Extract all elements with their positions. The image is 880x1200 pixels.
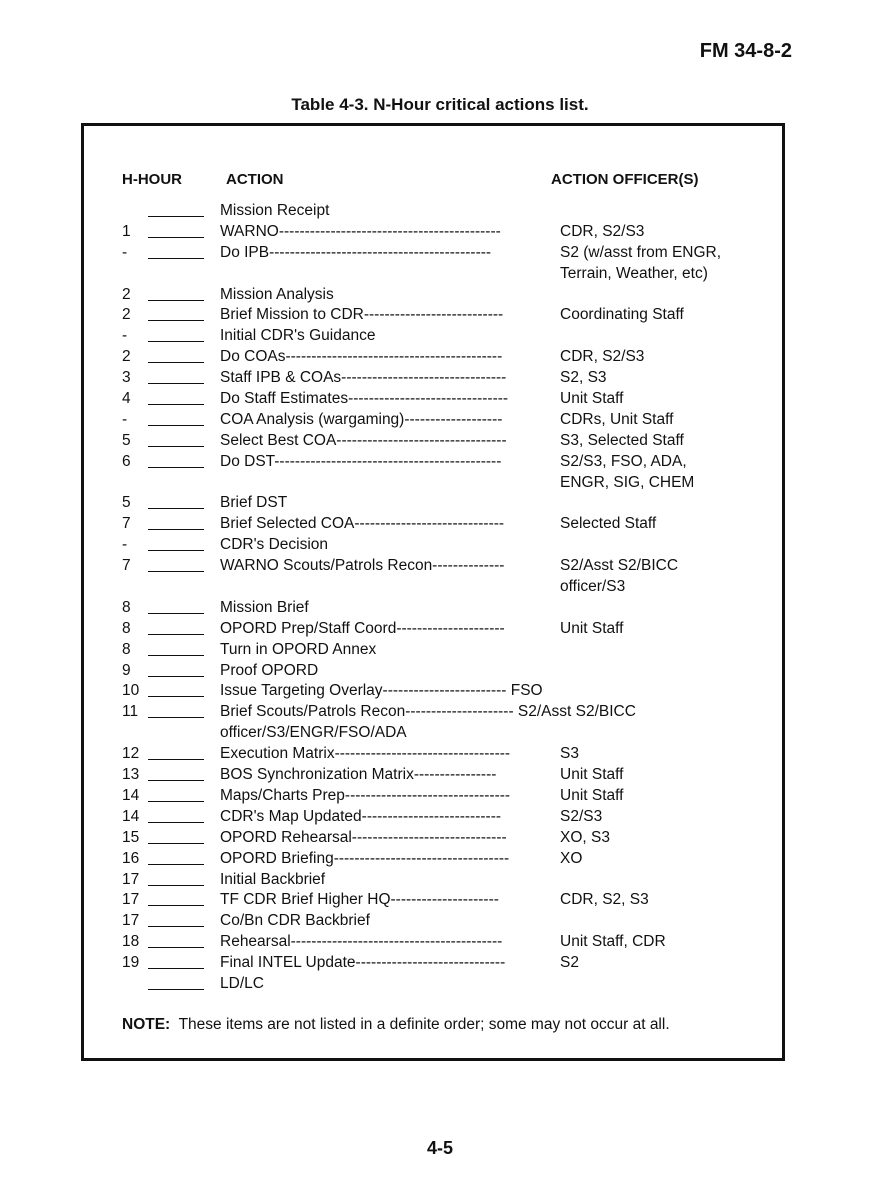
blank-line: [148, 493, 204, 509]
table-row: [0, 786, 880, 807]
action-officer-text: CDRs, Unit Staff: [560, 410, 674, 428]
action-text: Final INTEL Update-----------------------------: [220, 954, 506, 972]
action-text: Brief Mission to CDR---------------------------: [220, 306, 504, 324]
blank-line: [148, 535, 204, 551]
action-officer-text: XO: [560, 849, 583, 867]
action-text: TF CDR Brief Higher HQ---------------------: [220, 891, 499, 909]
action-officer-text: S2/Asst S2/BICC: [560, 557, 679, 575]
action-text: Issue Targeting Overlay------------------------ FSO: [220, 682, 543, 700]
blank-line: [148, 201, 204, 217]
hhour-value: -: [122, 327, 128, 345]
action-text: officer/S3/ENGR/FSO/ADA: [220, 724, 407, 742]
table-row: [0, 870, 880, 891]
action-text: CDR's Decision: [220, 536, 329, 554]
hhour-value: -: [122, 243, 128, 261]
action-text: OPORD Prep/Staff Coord---------------------: [220, 619, 505, 637]
action-officer-text: S2/S3: [560, 807, 603, 825]
blank-line: [148, 305, 204, 321]
blank-line: [148, 410, 204, 426]
table-row: [0, 702, 880, 723]
table-row: [0, 347, 880, 368]
action-text: Mission Analysis: [220, 285, 334, 303]
hhour-value: 4: [122, 390, 131, 408]
action-officer-text: Selected Staff: [560, 515, 657, 533]
table-row: [0, 890, 880, 911]
hhour-value: 8: [122, 619, 131, 637]
blank-line: [148, 368, 204, 384]
hhour-value: 14: [122, 786, 140, 804]
action-text: Do IPB-------------------------------------------: [220, 243, 492, 261]
blank-line: [148, 702, 204, 718]
blank-line: [148, 870, 204, 886]
action-officer-text: S2, S3: [560, 369, 607, 387]
blank-line: [148, 932, 204, 948]
action-officer-text: S3, Selected Staff: [560, 431, 684, 449]
action-text: OPORD Rehearsal------------------------------: [220, 828, 507, 846]
table-row: [0, 849, 880, 870]
blank-line: [148, 243, 204, 259]
blank-line: [148, 807, 204, 823]
hhour-value: 7: [122, 557, 131, 575]
action-officer-text: Unit Staff: [560, 786, 624, 804]
blank-line: [148, 765, 204, 781]
hhour-value: 15: [122, 828, 140, 846]
action-officer-text: Unit Staff: [560, 619, 624, 637]
blank-line: [148, 452, 204, 468]
table-row: [0, 201, 880, 222]
blank-line: [148, 347, 204, 363]
action-text: Co/Bn CDR Backbrief: [220, 912, 370, 930]
actions-list: [0, 201, 880, 995]
action-officer-text: Unit Staff: [560, 766, 624, 784]
table-note: [122, 1016, 670, 1034]
action-officer-text: S2/S3, FSO, ADA,: [560, 452, 687, 470]
table-row: [0, 932, 880, 953]
blank-line: [148, 974, 204, 990]
header-hhour: H-HOUR: [122, 171, 182, 188]
action-officer-text: S2: [560, 954, 579, 972]
hhour-value: 2: [122, 348, 131, 366]
table-row: [0, 911, 880, 932]
hhour-value: 17: [122, 912, 140, 930]
header-action-officer: ACTION OFFICER(S): [551, 171, 699, 188]
action-text: OPORD Briefing----------------------------------: [220, 849, 510, 867]
blank-line: [148, 828, 204, 844]
table-row: [0, 681, 880, 702]
action-text: Turn in OPORD Annex: [220, 640, 377, 658]
document-id: FM 34-8-2: [699, 40, 792, 62]
hhour-value: 13: [122, 766, 140, 784]
action-text: BOS Synchronization Matrix----------------: [220, 766, 497, 784]
action-text: Select Best COA---------------------------------: [220, 431, 507, 449]
hhour-value: -: [122, 536, 128, 554]
table-row: [0, 493, 880, 514]
action-text: Proof OPORD: [220, 661, 319, 679]
hhour-value: 2: [122, 306, 131, 324]
hhour-value: 5: [122, 431, 131, 449]
blank-line: [148, 744, 204, 760]
note-label: NOTE:: [122, 1016, 171, 1033]
table-row: [0, 661, 880, 682]
action-text: Brief Scouts/Patrols Recon--------------------- S2/Asst S2/BICC: [220, 703, 636, 721]
action-text: Initial CDR's Guidance: [220, 327, 376, 345]
blank-line: [148, 661, 204, 677]
table-row: [0, 264, 880, 285]
action-text: Brief DST: [220, 494, 288, 512]
action-text: COA Analysis (wargaming)-------------------: [220, 410, 503, 428]
action-officer-text: S2 (w/asst from ENGR,: [560, 243, 722, 261]
action-text: CDR's Map Updated---------------------------: [220, 807, 502, 825]
page-number: 4-5: [426, 1138, 453, 1158]
table-row: [0, 535, 880, 556]
hhour-value: 14: [122, 807, 140, 825]
table-row: [0, 556, 880, 577]
blank-line: [148, 431, 204, 447]
action-officer-text: XO, S3: [560, 828, 610, 846]
table-row: [0, 305, 880, 326]
hhour-value: 6: [122, 452, 131, 470]
action-text: LD/LC: [220, 974, 264, 992]
table-row: [0, 285, 880, 306]
action-text: WARNO-------------------------------------------: [220, 222, 501, 240]
blank-line: [148, 911, 204, 927]
blank-line: [148, 326, 204, 342]
table-row: [0, 368, 880, 389]
hhour-value: 11: [122, 703, 139, 721]
hhour-value: 5: [122, 494, 131, 512]
action-text: WARNO Scouts/Patrols Recon--------------: [220, 557, 505, 575]
action-officer-text: Unit Staff, CDR: [560, 933, 666, 951]
action-officer-text: Unit Staff: [560, 390, 624, 408]
hhour-value: 8: [122, 598, 131, 616]
action-text: Brief Selected COA-----------------------------: [220, 515, 505, 533]
hhour-value: 9: [122, 661, 131, 679]
action-text: Rehearsal-----------------------------------------: [220, 933, 503, 951]
hhour-value: 17: [122, 870, 140, 888]
table-row: [0, 953, 880, 974]
blank-line: [148, 890, 204, 906]
hhour-value: 19: [122, 954, 140, 972]
action-text: Staff IPB & COAs--------------------------------: [220, 369, 507, 387]
hhour-value: 12: [122, 745, 140, 763]
action-officer-text: officer/S3: [560, 578, 626, 596]
blank-line: [148, 849, 204, 865]
table-row: [0, 389, 880, 410]
action-text: Maps/Charts Prep--------------------------------: [220, 786, 511, 804]
hhour-value: 16: [122, 849, 140, 867]
blank-line: [148, 640, 204, 656]
blank-line: [148, 556, 204, 572]
action-text: Do COAs------------------------------------------: [220, 348, 503, 366]
blank-line: [148, 389, 204, 405]
table-row: [0, 765, 880, 786]
table-row: [0, 723, 880, 744]
table-row: [0, 326, 880, 347]
blank-line: [148, 953, 204, 969]
action-officer-text: Coordinating Staff: [560, 306, 684, 324]
table-row: [0, 452, 880, 473]
action-officer-text: CDR, S2/S3: [560, 222, 645, 240]
blank-line: [148, 681, 204, 697]
table-row: [0, 431, 880, 452]
hhour-value: 8: [122, 640, 131, 658]
action-text: Mission Receipt: [220, 202, 330, 219]
blank-line: [148, 619, 204, 635]
action-officer-text: CDR, S2, S3: [560, 891, 649, 909]
action-officer-text: CDR, S2/S3: [560, 348, 645, 366]
hhour-value: -: [122, 410, 128, 428]
action-officer-text: ENGR, SIG, CHEM: [560, 473, 695, 491]
table-row: [0, 243, 880, 264]
hhour-value: 3: [122, 369, 131, 387]
header-action: ACTION: [226, 171, 284, 188]
table-row: [0, 514, 880, 535]
action-text: Do DST--------------------------------------------: [220, 452, 502, 470]
hhour-value: 18: [122, 933, 140, 951]
action-text: Mission Brief: [220, 598, 309, 616]
blank-line: [148, 285, 204, 301]
note-text: These items are not listed in a definite order; some may not occur at all.: [178, 1016, 670, 1033]
table-row: [0, 598, 880, 619]
table-row: [0, 222, 880, 243]
hhour-value: 10: [122, 682, 140, 700]
blank-line: [148, 222, 204, 238]
table-row: [0, 619, 880, 640]
blank-line: [148, 786, 204, 802]
action-text: Do Staff Estimates-------------------------------: [220, 390, 509, 408]
table-row: [0, 974, 880, 995]
hhour-value: 7: [122, 515, 131, 533]
table-row: [0, 828, 880, 849]
hhour-value: 1: [122, 222, 131, 240]
table-title: Table 4-3. N-Hour critical actions list.: [291, 95, 589, 114]
table-row: [0, 640, 880, 661]
hhour-value: 17: [122, 891, 140, 909]
blank-line: [148, 598, 204, 614]
action-text: Execution Matrix----------------------------------: [220, 745, 511, 763]
table-row: [0, 577, 880, 598]
table-row: [0, 473, 880, 494]
table-row: [0, 744, 880, 765]
blank-line: [148, 514, 204, 530]
table-row: [0, 410, 880, 431]
hhour-value: 2: [122, 285, 131, 303]
action-officer-text: Terrain, Weather, etc): [560, 264, 708, 282]
table-row: [0, 807, 880, 828]
action-officer-text: S3: [560, 745, 579, 763]
action-text: Initial Backbrief: [220, 870, 326, 888]
